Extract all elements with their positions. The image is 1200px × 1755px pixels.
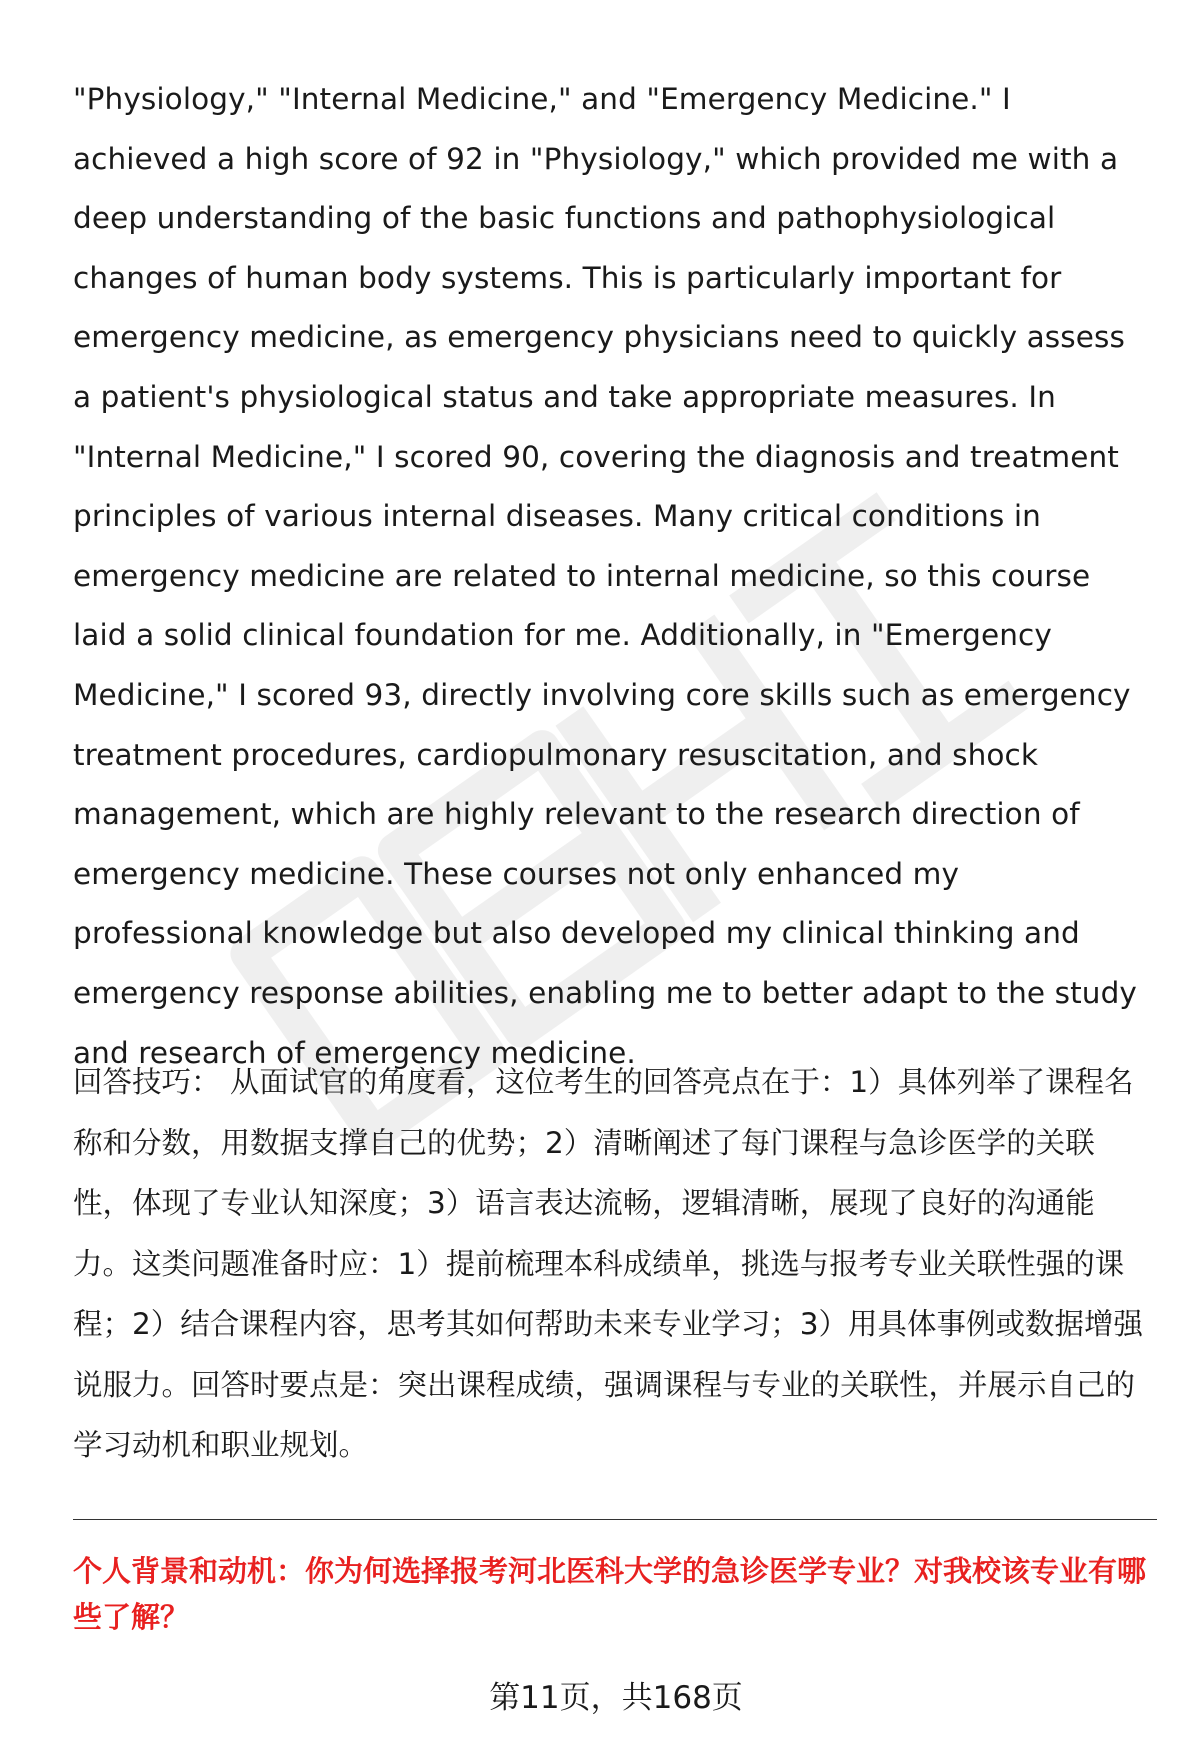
next-question-heading: 个人背景和动机：你为何选择报考河北医科大学的急诊医学专业？对我校该专业有哪些了解？ — [73, 1554, 1147, 1634]
page-number-footer: 第11页，共168页 — [489, 1680, 743, 1716]
answer-paragraph: "Physiology," "Internal Medicine," and "Emergency Medicine." I achieved a high score of 92 in "Physiology," which provided me with a deep understanding of the basic functions and pathophysiological changes of human body systems. This is particularly important for emergency medicine, as emergency physicians need to quickly assess a patient's physiological status and take appropriate measures. In "Internal Medicine," I scored 90, covering the diagnosis and treatment principles of various internal diseases. Many critical conditions in emergency medicine are related to internal medicine, so this course laid a solid clinical foundation for me. Additionally, in "Emergency Medicine," I scored 93, directly involving core skills such as emergency treatment procedures, cardiopulmonary resuscitation, and shock management, which are highly relevant to the research direction of emergency medicine. These courses not only enhanced my professional knowledge but also developed my clinical thinking and emergency response abilities, enabling me to better adapt to the study and research of emergency medicine. — [73, 82, 1137, 1070]
answer-tips-paragraph: 回答技巧： 从面试官的角度看，这位考生的回答亮点在于：1）具体列举了课程名称和分数，用数据支撑自己的优势；2）清晰阐述了每门课程与急诊医学的关联性，体现了专业认知深度；3）语言表达流畅，逻辑清晰，展现了良好的沟通能力。这类问题准备时应：1）提前梳理本科成绩单，挑选与报考专业关联性强的课程；2）结合课程内容，思考其如何帮助未来专业学习；3）用具体事例或数据增强说服力。回答时要点是：突出课程成绩，强调课程与专业的关联性，并展示自己的学习动机和职业规划。 — [73, 1065, 1144, 1462]
section-divider — [73, 1519, 1157, 1520]
